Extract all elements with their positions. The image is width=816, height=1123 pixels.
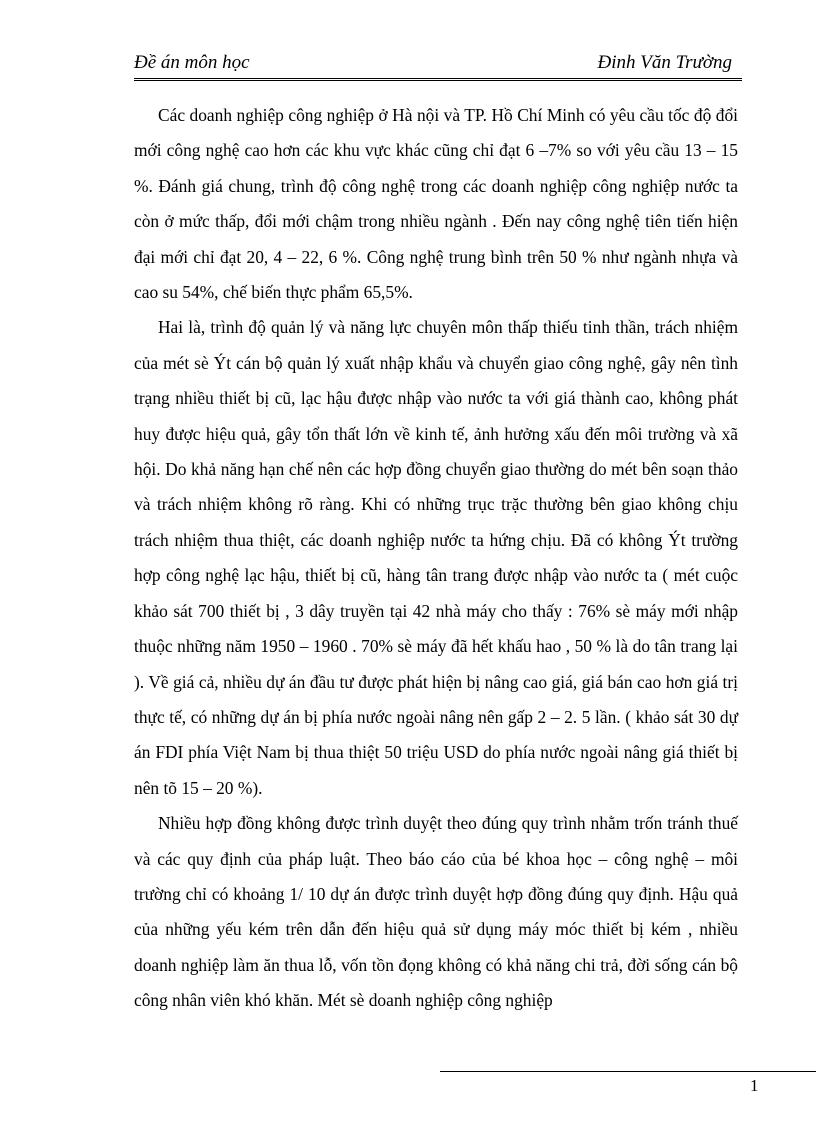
footer-divider — [440, 1071, 816, 1072]
paragraph-technology-level: Các doanh nghiệp công nghiệp ở Hà nội và TP. Hồ Chí Minh có yêu cầu tốc độ đổi mới công nghệ cao hơn các khu vực khác cũng chỉ đạt 6 –7% so với yêu cầu 13 – 15 %. Đánh giá chung, trình độ công nghệ trong các doanh nghiệp công nghiệp nước ta còn ở mức thấp, đổi mới chậm trong nhiều ngành . Đến nay công nghệ tiên tiến hiện đại mới chỉ đạt 20, 4 – 22, 6 %. Công nghệ trung bình trên 50 % như ngành nhựa và cao su 54%, chế biến thực phẩm 65,5%. — [134, 105, 738, 303]
page-header — [134, 50, 732, 78]
document-body — [134, 98, 738, 1019]
header-course-title: Đề án môn học — [134, 52, 250, 73]
page-number: 1 — [750, 1076, 759, 1095]
paragraph-contract-approval: Nhiều hợp đồng không được trình duyệt theo đúng quy trình nhằm trốn tránh thuế và các quy định của pháp luật. Theo báo cáo của bé khoa học – công nghệ – môi trường chỉ có khoảng 1/ 10 dự án được trình duyệt hợp đồng đúng quy định. Hậu quả của những yếu kém trên dẫn đến hiệu quả sử dụng máy móc thiết bị kém , nhiều doanh nghiệp làm ăn thua lỗ, vốn tồn đọng không có khả năng chi trả, đời sống cán bộ công nhân viên khó khăn. Mét sè doanh nghiệp công nghiệp — [134, 813, 738, 1011]
header-author-name: Đinh Văn Trường — [597, 52, 732, 73]
paragraph-management-capacity: Hai là, trình độ quản lý và năng lực chuyên môn thấp thiếu tinh thần, trách nhiệm của mét sè Ýt cán bộ quản lý xuất nhập khẩu và chuyển giao công nghệ, gây nên tình trạng nhiều thiết bị cũ, lạc hậu được nhập vào nước ta với giá thành cao, không phát huy được hiệu quả, gây tổn thất lớn về kinh tế, ảnh hưởng xấu đến môi trường và xã hội. Do khả năng hạn chế nên các hợp đồng chuyển giao thường do mét bên soạn thảo và trách nhiệm không rõ ràng. Khi có những trục trặc thường bên giao không chịu trách nhiệm thua thiệt, các doanh nghiệp nước ta hứng chịu. Đã có không Ýt trường hợp công nghệ lạc hậu, thiết bị cũ, hàng tân trang được nhập vào nước ta ( mét cuộc khảo sát 700 thiết bị , 3 dây truyền tại 42 nhà máy cho thấy : 76% sè máy mới nhập thuộc những năm 1950 – 1960 . 70% sè máy đã hết khấu hao , 50 % là do tân trang lại ). Về giá cả, nhiều dự án đầu tư được phát hiện bị nâng cao giá, giá bán cao hơn giá trị thực tế, có những dự án bị phía nước ngoài nâng nên gấp 2 – 2. 5 lần. ( khảo sát 30 dự án FDI phía Việt Nam bị thua thiệt 50 triệu USD do phía nước ngoài nâng giá thiết bị nên tõ 15 – 20 %). — [134, 317, 738, 798]
header-divider — [134, 78, 742, 79]
header-divider-double — [134, 80, 742, 81]
